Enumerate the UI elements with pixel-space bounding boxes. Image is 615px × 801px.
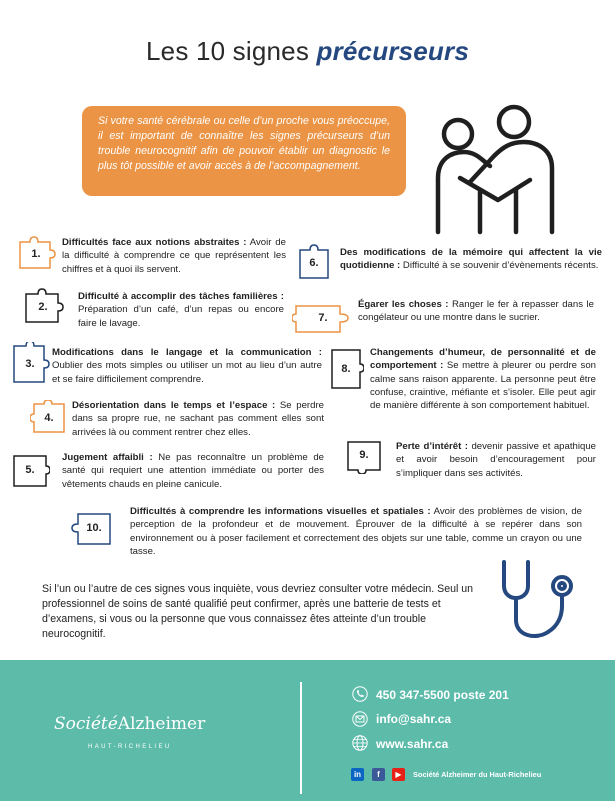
phone-number[interactable]: 450 347-5500 poste 201 — [376, 688, 509, 702]
email-icon — [352, 711, 368, 727]
sign-number: 10. — [86, 522, 102, 534]
puzzle-piece-icon — [70, 508, 118, 548]
website-link[interactable]: www.sahr.ca — [376, 737, 449, 751]
puzzle-piece-icon — [16, 236, 56, 272]
sign-7: Égarer les choses : Ranger le fer à repasser dans le congélateur ou une montre dans le sucrier. — [358, 299, 594, 324]
sign-number: 7. — [318, 312, 328, 324]
sign-number: 2. — [38, 301, 48, 313]
youtube-icon[interactable]: ▶ — [392, 768, 405, 781]
sign-number: 3. — [25, 358, 35, 370]
sign-8: Changements d’humeur, de personnalité et de comportement : Se mettre à pleurer ou perdre son calme sans raison apparente. La personne peut être confuse, craintive, méfiante et s’isoler. Elle peut agir de manière différente à son comportement habituel. — [370, 347, 596, 412]
sign-number: 1. — [31, 248, 41, 260]
sign-number: 9. — [359, 449, 369, 461]
email-link[interactable]: info@sahr.ca — [376, 712, 452, 726]
intro-box: Si votre santé cérébrale ou celle d’un proche vous préoccupe, il est important de connaître les signes précurseurs d’un trouble neurocognitif afin de pouvoir établir un diagnostic le plus tôt possible et avoir accès à de l’accompagnement. — [82, 106, 406, 196]
stethoscope-icon — [492, 556, 584, 648]
brand-logo: SociétéAlzheimer — [54, 714, 206, 734]
sign-6: Des modifications de la mémoire qui affectent la vie quotidienne : Difficulté à se souvenir d’évènements récents. — [340, 247, 602, 272]
social-handle: Société Alzheimer du Haut-Richelieu — [413, 770, 542, 779]
hugging-people-icon — [420, 100, 568, 240]
puzzle-piece-icon — [30, 400, 68, 436]
sign-1: Difficultés face aux notions abstraites : Avoir de la difficulté à comprendre ce que représentent les chiffres et à quoi ils servent. — [62, 237, 286, 275]
facebook-icon[interactable]: f — [372, 768, 385, 781]
sign-5: Jugement affaibli : Ne pas reconnaître un problème de santé qui requiert une attention immédiate ou porter des vêtements chauds en pleine canicule. — [62, 452, 324, 490]
sign-number: 5. — [25, 464, 35, 476]
puzzle-piece-icon — [292, 300, 354, 336]
globe-icon — [352, 735, 368, 751]
footer-divider — [300, 682, 302, 794]
sign-3: Modifications dans le langage et la communication : Oublier des mots simples ou utiliser un mot au lieu d’un autre et se faire difficilement comprendre. — [52, 347, 322, 385]
puzzle-piece-icon — [10, 342, 50, 386]
title-emphasis: précurseurs — [316, 36, 469, 66]
sign-9: Perte d’intérêt : devenir passive et apathique et avoir besoin d’encouragement pour s’impliquer dans ses activités. — [396, 441, 596, 479]
sign-10: Difficultés à comprendre les informations visuelles et spatiales : Avoir des problèmes de vision, de perception de la profondeur et de mouvement. Éprouver de la difficulté à se repérer dans son environnement ou à poser facilement et correctement des objets sur une table, comme un crayon ou une tasse. — [130, 506, 583, 557]
linkedin-icon[interactable]: in — [351, 768, 364, 781]
sign-number: 4. — [44, 412, 54, 424]
brand-subtitle: HAUT-RICHELIEU — [88, 744, 172, 750]
puzzle-piece-icon — [10, 450, 50, 490]
puzzle-piece-icon — [22, 288, 64, 326]
closing-paragraph: Si l’un ou l’autre de ces signes vous inquiète, vous devriez consulter votre médecin. Seul un professionnel de soins de santé qualifié peut confirmer, après une batterie de tests et d’examens, si vous ou la personne que vous connaissez êtes atteinte d’un trouble neurocognitif. — [42, 583, 474, 640]
page-title: Les 10 signes précurseurs — [146, 36, 469, 66]
sign-number: 6. — [309, 257, 319, 269]
puzzle-piece-icon — [296, 244, 332, 282]
puzzle-piece-icon — [344, 436, 384, 474]
puzzle-piece-icon — [328, 346, 364, 392]
sign-number: 8. — [341, 363, 351, 375]
phone-icon — [352, 686, 368, 702]
sign-2: Difficulté à accomplir des tâches familières : Préparation d’un café, d’un repas ou encore faire le lavage. — [78, 291, 284, 329]
sign-4: Désorientation dans le temps et l’espace : Se perdre dans sa propre rue, ne sachant pas comment elles sont arrivées là ou comment rentrer chez elles. — [72, 400, 324, 438]
